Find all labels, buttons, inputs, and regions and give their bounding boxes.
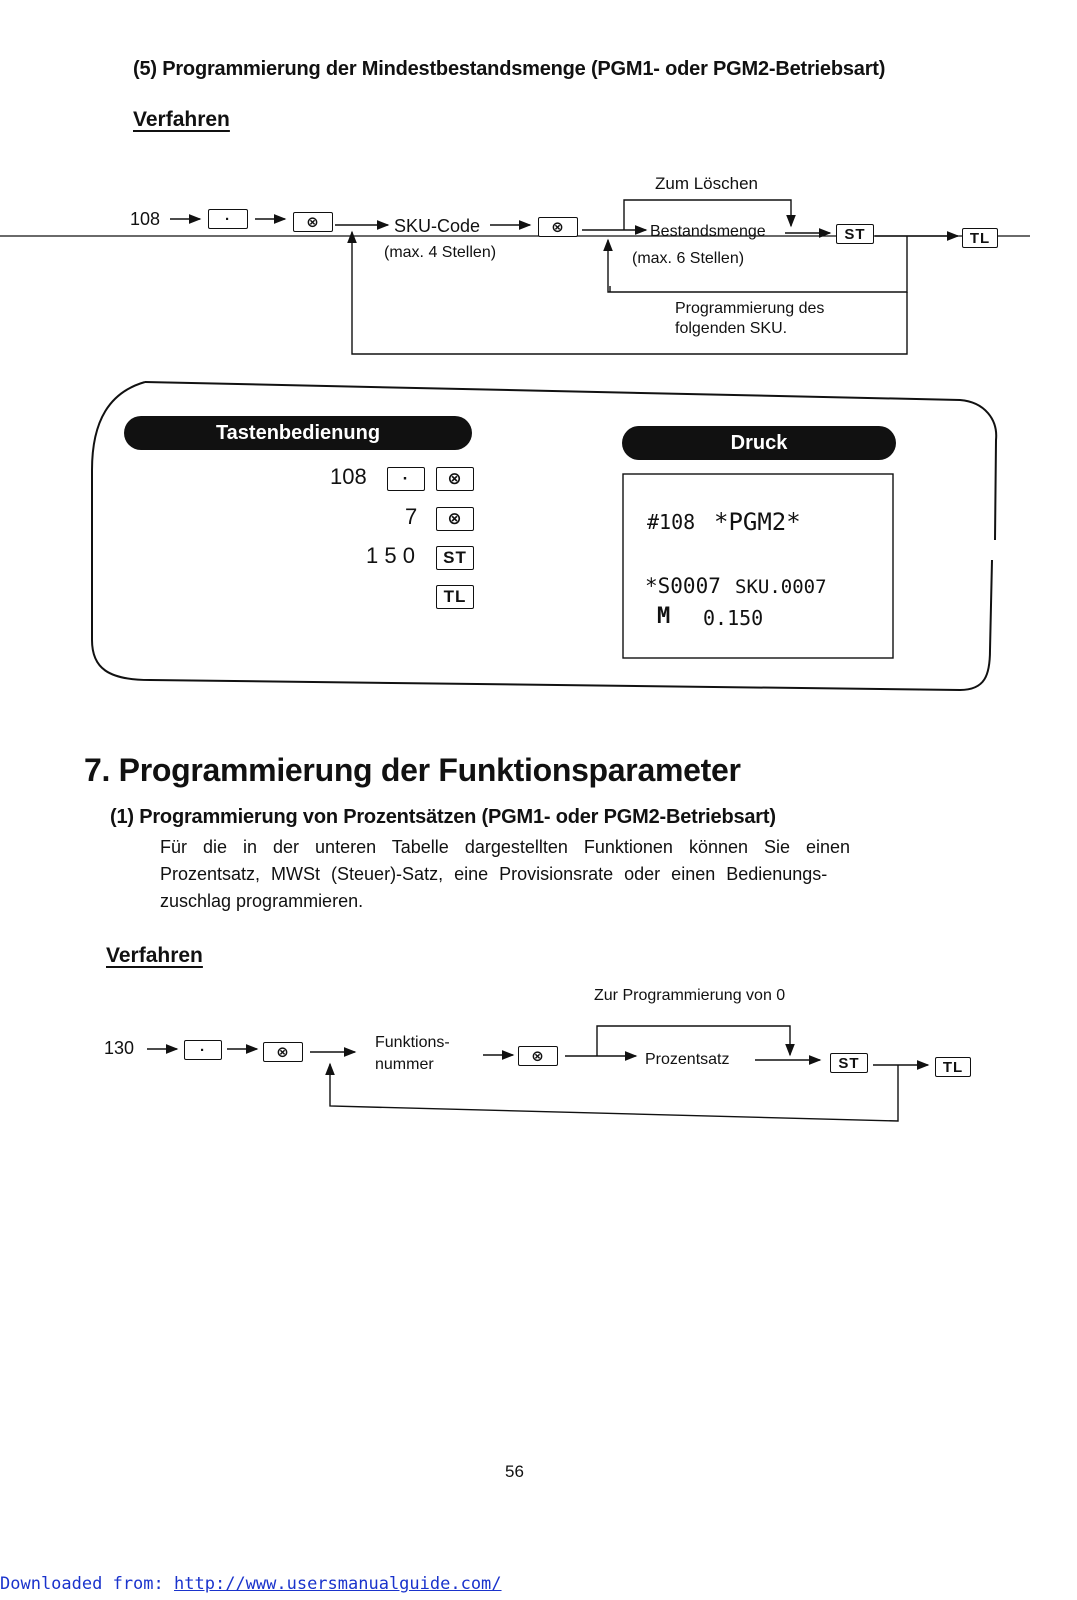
receipt-line-3a: M xyxy=(657,604,671,629)
next-sku-line-1: Programmierung des xyxy=(675,300,825,317)
sku-code-note: (max. 4 Stellen) xyxy=(384,244,497,261)
download-footer xyxy=(0,1574,502,1594)
tl-key-icon: TL xyxy=(436,585,474,609)
x-key-icon: ⊗ xyxy=(436,467,474,491)
flow-start-code-2: 130 xyxy=(104,1038,135,1058)
bestandsmenge-note: (max. 6 Stellen) xyxy=(632,250,745,267)
funktionsnummer-line-1: Funktions- xyxy=(375,1034,450,1051)
tastenbedienung-banner: Tastenbedienung xyxy=(124,416,472,450)
sku-code-label: SKU-Code xyxy=(394,216,481,236)
x-key-icon: ⊗ xyxy=(538,217,578,237)
x-key-icon: ⊗ xyxy=(436,507,474,531)
verfahren-heading-1: Verfahren xyxy=(133,108,230,131)
page-number: 56 xyxy=(505,1462,524,1481)
source-link[interactable]: http://www.usersmanualguide.com/ xyxy=(174,1574,502,1594)
funktionsnummer-line-2: nummer xyxy=(375,1056,434,1073)
op-value-3: 1 5 0 xyxy=(366,543,415,568)
dot-key-icon: · xyxy=(184,1040,222,1060)
st-key-icon: ST xyxy=(436,546,474,570)
verfahren-heading-2: Verfahren xyxy=(106,944,203,967)
receipt-line-1a: #108 xyxy=(647,510,696,534)
bestandsmenge-label: Bestandsmenge xyxy=(650,223,766,240)
receipt-line-2b: SKU.0007 xyxy=(735,576,827,598)
x-key-icon: ⊗ xyxy=(293,212,333,232)
op-value-1: 108 xyxy=(330,464,367,489)
section-7-subtitle: (1) Programmierung von Prozentsätzen (PGM1- oder PGM2-Betriebsart) xyxy=(110,806,776,828)
dot-key-icon: · xyxy=(208,209,248,229)
paragraph-line-1: Für die in der unteren Tabelle dargestellten Funktionen können Sie einen xyxy=(160,837,851,857)
section-7-heading: 7. Programmierung der Funktionsparameter xyxy=(84,752,741,788)
tl-key-icon: TL xyxy=(962,228,998,248)
st-key-icon: ST xyxy=(830,1053,868,1073)
prozentsatz-label: Prozentsatz xyxy=(645,1051,730,1068)
zur-programmierung-label: Zur Programmierung von 0 xyxy=(594,987,786,1004)
x-key-icon: ⊗ xyxy=(518,1046,558,1066)
op-value-2: 7 xyxy=(405,504,418,529)
downloaded-label: Downloaded from: xyxy=(0,1574,164,1594)
receipt-line-3b: 0.150 xyxy=(703,606,764,630)
dot-key-icon: · xyxy=(387,467,425,491)
zum-loeschen-label: Zum Löschen xyxy=(655,174,758,193)
flow-start-code: 108 xyxy=(130,209,161,229)
tl-key-icon: TL xyxy=(935,1057,971,1077)
receipt-line-1b: *PGM2* xyxy=(714,508,801,536)
paragraph-line-3: zuschlag programmieren. xyxy=(160,891,364,911)
druck-banner: Druck xyxy=(622,426,896,460)
receipt-line-2a: *S0007 xyxy=(645,574,721,598)
next-sku-line-2: folgenden SKU. xyxy=(675,320,788,337)
st-key-icon: ST xyxy=(836,224,874,244)
x-key-icon: ⊗ xyxy=(263,1042,303,1062)
section-5-title: (5) Programmierung der Mindestbestandsmenge (PGM1- oder PGM2-Betriebsart) xyxy=(133,58,886,80)
paragraph-line-2: Prozentsatz, MWSt (Steuer)-Satz, eine Provisionsrate oder einen Bedienungs- xyxy=(160,864,828,884)
